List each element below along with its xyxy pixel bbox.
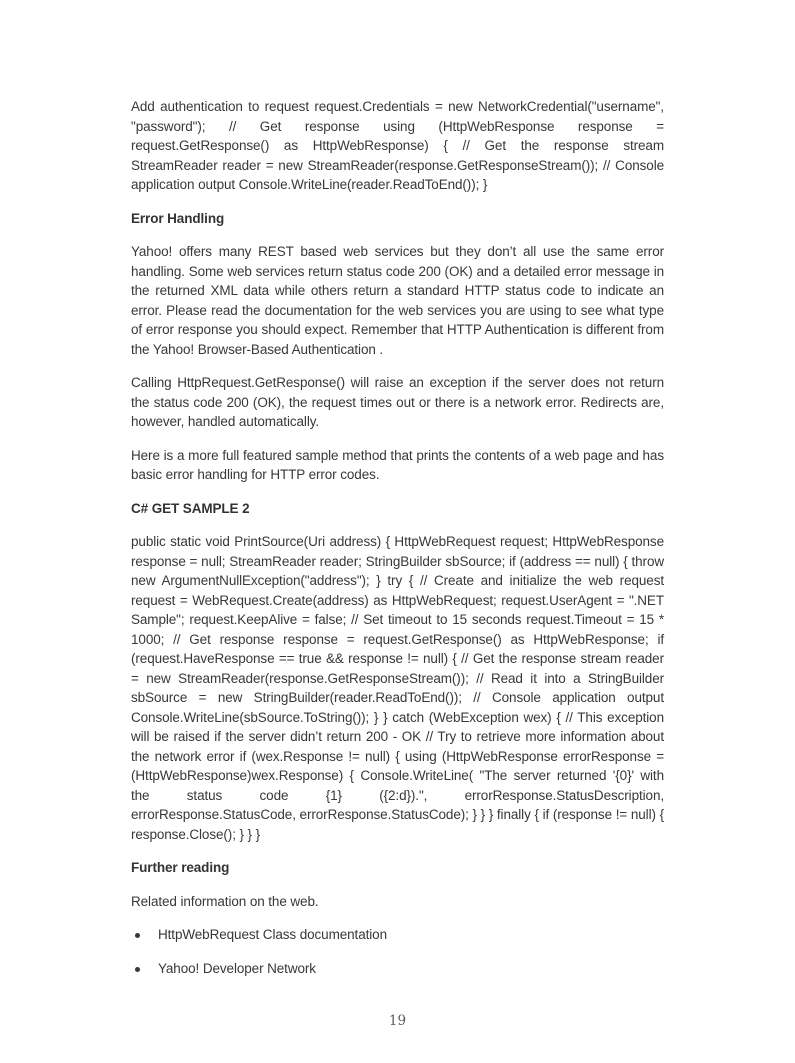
list-item-httpwebrequest-docs <box>131 925 664 945</box>
heading-csharp-get-sample-2: C# GET SAMPLE 2 <box>131 500 250 516</box>
page-number: 19 <box>388 1013 407 1029</box>
paragraph-code-sample: public static void PrintSource(Uri address) { HttpWebRequest request; HttpWebResponse response = null; StreamReader reader; StringBuilder sbSource; if (address == null) { throw new ArgumentNullException("address"); } try { // Create and initialize the web request request = WebRequest.Create(address) as HttpWebRequest; request.UserAgent = ".NET Sample"; request.KeepAlive = false; // Set timeout to 15 seconds request.Timeout = 15 * 1000; // Get response response = request.GetResponse() as HttpWebResponse; if (request.HaveResponse == true && response != null) { // Get the response stream reader = new StreamReader(response.GetResponseStream()); // Read it into a StringBuilder sbSource = new StringBuilder(reader.ReadToEnd()); // Console application output Console.WriteLine(sbSource.ToString()); } } catch (WebException wex) { // This exception will be raised if the server didn’t return 200 - OK // Try to retrieve more information about the network error if (wex.Response != null) { using (HttpWebResponse errorResponse = (HttpWebResponse)wex.Response) { Console.WriteLine( "The server returned '{0}' with the status code {1} ({2:d}).", errorResponse.StatusDescription, errorResponse.StatusCode, errorResponse.StatusCode); } } } finally { if (response != null) { response.Close(); } } } <box>131 534 664 842</box>
paragraph-calling-getresponse: Calling HttpRequest.GetResponse() will raise an exception if the server does not return the status code 200 (OK), the request times out or there is a network error. Redirects are, however, handled automatically. <box>131 375 664 429</box>
bullet-icon <box>135 967 140 972</box>
list-item-yahoo-developer-network <box>131 959 664 979</box>
heading-error-handling: Error Handling <box>131 210 225 226</box>
paragraph-sample-intro: Here is a more full featured sample method that prints the contents of a web page and has basic error handling for HTTP error codes. <box>131 447 664 482</box>
paragraph-error-handling: Yahoo! offers many REST based web services but they don’t all use the same error handling. Some web services return status code 200 (OK) and a detailed error message in the returned XML data while others return a standard HTTP status code to indicate an error. Please read the documentation for the web services you are using to see what type of error response you should expect. Remember that HTTP Authentication is different from the Yahoo! Browser-Based Authentication . <box>131 244 664 357</box>
document-page-content <box>131 97 664 992</box>
paragraph-authentication-code: Add authentication to request request.Credentials = new NetworkCredential("username", "password"); // Get response using (HttpWebResponse response = request.GetResponse() as HttpWebResponse) { // Get the response stream StreamReader reader = new StreamReader(response.GetResponseStream()); // Console application output Console.WriteLine(reader.ReadToEnd()); } <box>131 99 664 192</box>
heading-further-reading: Further reading <box>131 860 230 875</box>
list-item-label: Yahoo! Developer Network <box>158 960 316 976</box>
paragraph-related-information: Related information on the web. <box>131 893 319 909</box>
list-item-label: HttpWebRequest Class documentation <box>158 927 387 942</box>
bullet-icon <box>135 933 140 938</box>
further-reading-list <box>131 925 664 978</box>
